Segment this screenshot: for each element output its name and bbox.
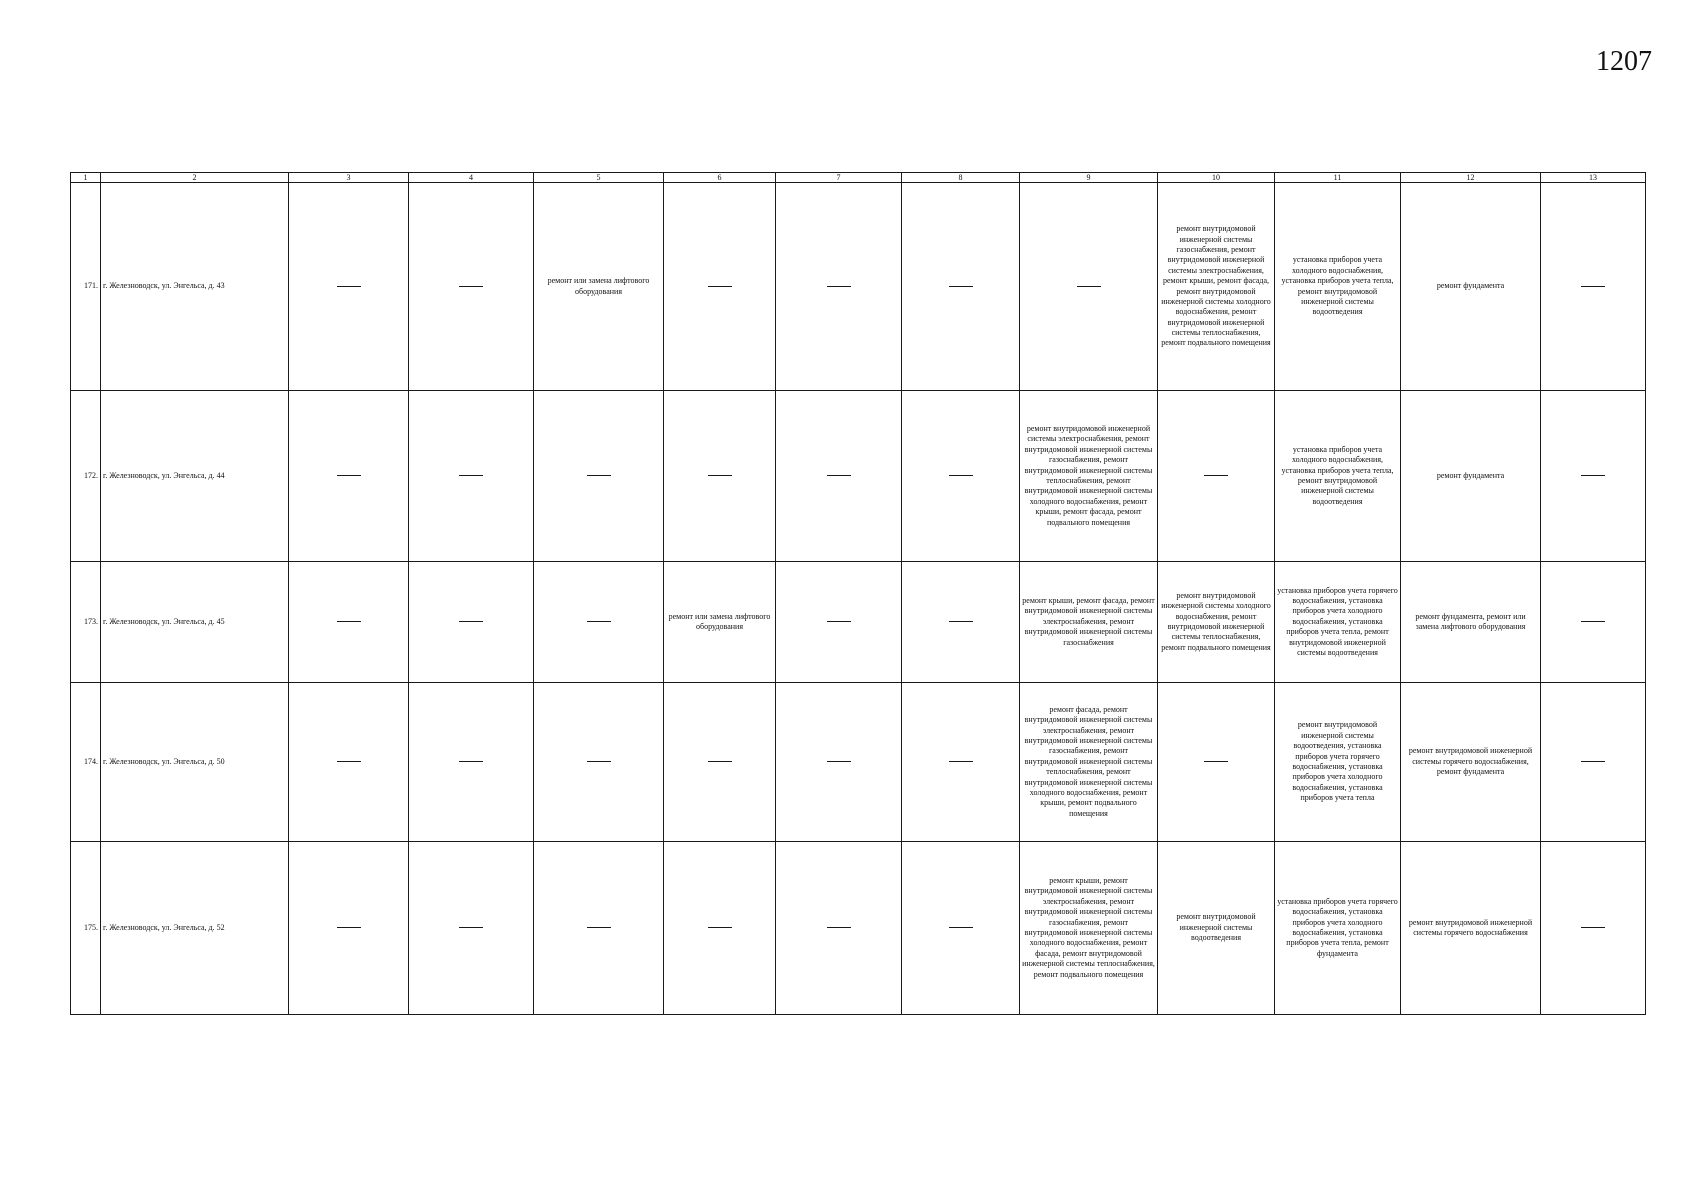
dash-mark <box>459 621 483 622</box>
table-row <box>71 183 1646 391</box>
page-number: 1207 <box>1596 46 1652 77</box>
dash-mark <box>949 475 973 476</box>
table-row <box>71 562 1646 683</box>
empty-cell <box>534 842 664 1015</box>
empty-cell <box>289 391 409 562</box>
empty-cell <box>664 391 776 562</box>
address-cell: г. Железноводск, ул. Энгельса, д. 44 <box>101 391 289 562</box>
dash-mark <box>587 927 611 928</box>
dash-mark <box>949 286 973 287</box>
empty-cell <box>534 562 664 683</box>
empty-cell <box>534 683 664 842</box>
dash-mark <box>337 475 361 476</box>
dash-mark <box>459 761 483 762</box>
work-description-cell: ремонт крыши, ремонт фасада, ремонт внутридомовой инженерной системы электроснабжения, ремонт внутридомовой инженерной системы газоснабжения <box>1020 562 1158 683</box>
table-row <box>71 683 1646 842</box>
table-row <box>71 391 1646 562</box>
repair-schedule-table <box>70 172 1646 1015</box>
dash-mark <box>459 475 483 476</box>
dash-mark <box>949 621 973 622</box>
empty-cell <box>409 562 534 683</box>
empty-cell <box>664 183 776 391</box>
work-description-cell: ремонт внутридомовой инженерной системы водоотведения <box>1158 842 1275 1015</box>
work-description-cell: ремонт внутридомовой инженерной системы холодного водоснабжения, ремонт внутридомовой инженерной системы теплоснабжения, ремонт подвального помещения <box>1158 562 1275 683</box>
work-description-cell: ремонт внутридомовой инженерной системы горячего водоснабжения <box>1401 842 1541 1015</box>
row-number: 175. <box>71 842 101 1015</box>
address-cell: г. Железноводск, ул. Энгельса, д. 43 <box>101 183 289 391</box>
dash-mark <box>708 475 732 476</box>
dash-mark <box>1581 286 1605 287</box>
dash-mark <box>1204 761 1228 762</box>
dash-mark <box>827 761 851 762</box>
row-number: 172. <box>71 391 101 562</box>
dash-mark <box>459 286 483 287</box>
dash-mark <box>827 286 851 287</box>
empty-cell <box>289 842 409 1015</box>
work-description-cell: установка приборов учета холодного водоснабжения, установка приборов учета тепла, ремонт внутридомовой инженерной системы водоотведения <box>1275 183 1401 391</box>
dash-mark <box>1581 927 1605 928</box>
work-description-cell: ремонт фундамента <box>1401 183 1541 391</box>
work-description-cell: ремонт внутридомовой инженерной системы электроснабжения, ремонт внутридомовой инженерной системы газоснабжения, ремонт внутридомовой инженерной системы теплоснабжения, ремонт внутридомовой инженерной системы холодного водоснабжения, ремонт крыши, ремонт фасада, ремонт подвального помещения <box>1020 391 1158 562</box>
row-number: 173. <box>71 562 101 683</box>
dash-mark <box>708 286 732 287</box>
dash-mark <box>827 927 851 928</box>
row-number: 171. <box>71 183 101 391</box>
dash-mark <box>337 761 361 762</box>
empty-cell <box>289 183 409 391</box>
empty-cell <box>409 683 534 842</box>
work-description-cell: ремонт фундамента <box>1401 391 1541 562</box>
column-header: 8 <box>902 173 1020 183</box>
empty-cell <box>1541 391 1646 562</box>
column-header: 11 <box>1275 173 1401 183</box>
dash-mark <box>1581 621 1605 622</box>
empty-cell <box>776 391 902 562</box>
empty-cell <box>1158 683 1275 842</box>
column-header: 3 <box>289 173 409 183</box>
empty-cell <box>776 183 902 391</box>
address-cell: г. Железноводск, ул. Энгельса, д. 45 <box>101 562 289 683</box>
dash-mark <box>1581 761 1605 762</box>
dash-mark <box>1077 286 1101 287</box>
dash-mark <box>1204 475 1228 476</box>
dash-mark <box>587 475 611 476</box>
empty-cell <box>776 842 902 1015</box>
dash-mark <box>587 621 611 622</box>
work-description-cell: ремонт фундамента, ремонт или замена лифтового оборудования <box>1401 562 1541 683</box>
dash-mark <box>337 927 361 928</box>
empty-cell <box>1541 183 1646 391</box>
address-cell: г. Железноводск, ул. Энгельса, д. 50 <box>101 683 289 842</box>
work-description-cell: ремонт или замена лифтового оборудования <box>664 562 776 683</box>
dash-mark <box>708 927 732 928</box>
dash-mark <box>1581 475 1605 476</box>
empty-cell <box>664 683 776 842</box>
work-description-cell: ремонт внутридомовой инженерной системы газоснабжения, ремонт внутридомовой инженерной системы электроснабжения, ремонт крыши, ремонт фасада, ремонт внутридомовой инженерной системы холодного водоснабжения, ремонт внутридомовой инженерной системы теплоснабжения, ремонт подвального помещения <box>1158 183 1275 391</box>
dash-mark <box>708 761 732 762</box>
address-cell: г. Железноводск, ул. Энгельса, д. 52 <box>101 842 289 1015</box>
column-header: 5 <box>534 173 664 183</box>
work-description-cell: ремонт крыши, ремонт внутридомовой инженерной системы электроснабжения, ремонт внутридомовой инженерной системы газоснабжения, ремонт внутридомовой инженерной системы холодного водоснабжения, ремонт фасада, ремонт внутридомовой инженерной системы теплоснабжения, ремонт подвального помещения <box>1020 842 1158 1015</box>
column-header: 4 <box>409 173 534 183</box>
work-description-cell: ремонт фасада, ремонт внутридомовой инженерной системы электроснабжения, ремонт внутридомовой инженерной системы газоснабжения, ремонт внутридомовой инженерной системы теплоснабжения, ремонт внутридомовой инженерной системы холодного водоснабжения, ремонт крыши, ремонт подвального помещения <box>1020 683 1158 842</box>
empty-cell <box>409 391 534 562</box>
work-description-cell: установка приборов учета горячего водоснабжения, установка приборов учета холодного водоснабжения, установка приборов учета тепла, ремонт внутридомовой инженерной системы водоотведения <box>1275 562 1401 683</box>
dash-mark <box>587 761 611 762</box>
empty-cell <box>1541 842 1646 1015</box>
row-number: 174. <box>71 683 101 842</box>
work-description-cell: ремонт внутридомовой инженерной системы горячего водоснабжения, ремонт фундамента <box>1401 683 1541 842</box>
work-description-cell: ремонт внутридомовой инженерной системы водоотведения, установка приборов учета горячего водоснабжения, установка приборов учета холодного водоснабжения, установка приборов учета тепла <box>1275 683 1401 842</box>
work-description-cell: установка приборов учета горячего водоснабжения, установка приборов учета холодного водоснабжения, установка приборов учета тепла, ремонт фундамента <box>1275 842 1401 1015</box>
dash-mark <box>949 761 973 762</box>
empty-cell <box>902 391 1020 562</box>
dash-mark <box>949 927 973 928</box>
column-header: 1 <box>71 173 101 183</box>
empty-cell <box>289 562 409 683</box>
column-header: 7 <box>776 173 902 183</box>
empty-cell <box>776 683 902 842</box>
dash-mark <box>827 475 851 476</box>
dash-mark <box>459 927 483 928</box>
header-row <box>71 173 1646 183</box>
column-header: 12 <box>1401 173 1541 183</box>
table-row <box>71 842 1646 1015</box>
empty-cell <box>776 562 902 683</box>
column-header: 10 <box>1158 173 1275 183</box>
empty-cell <box>664 842 776 1015</box>
empty-cell <box>409 183 534 391</box>
dash-mark <box>337 621 361 622</box>
empty-cell <box>902 683 1020 842</box>
column-header: 6 <box>664 173 776 183</box>
empty-cell <box>1158 391 1275 562</box>
column-header: 13 <box>1541 173 1646 183</box>
empty-cell <box>409 842 534 1015</box>
column-header: 2 <box>101 173 289 183</box>
empty-cell <box>534 391 664 562</box>
empty-cell <box>1541 683 1646 842</box>
work-description-cell: ремонт или замена лифтового оборудования <box>534 183 664 391</box>
dash-mark <box>827 621 851 622</box>
dash-mark <box>337 286 361 287</box>
empty-cell <box>902 183 1020 391</box>
empty-cell <box>289 683 409 842</box>
work-description-cell: установка приборов учета холодного водоснабжения, установка приборов учета тепла, ремонт внутридомовой инженерной системы водоотведения <box>1275 391 1401 562</box>
column-header: 9 <box>1020 173 1158 183</box>
empty-cell <box>1020 183 1158 391</box>
empty-cell <box>1541 562 1646 683</box>
empty-cell <box>902 562 1020 683</box>
empty-cell <box>902 842 1020 1015</box>
